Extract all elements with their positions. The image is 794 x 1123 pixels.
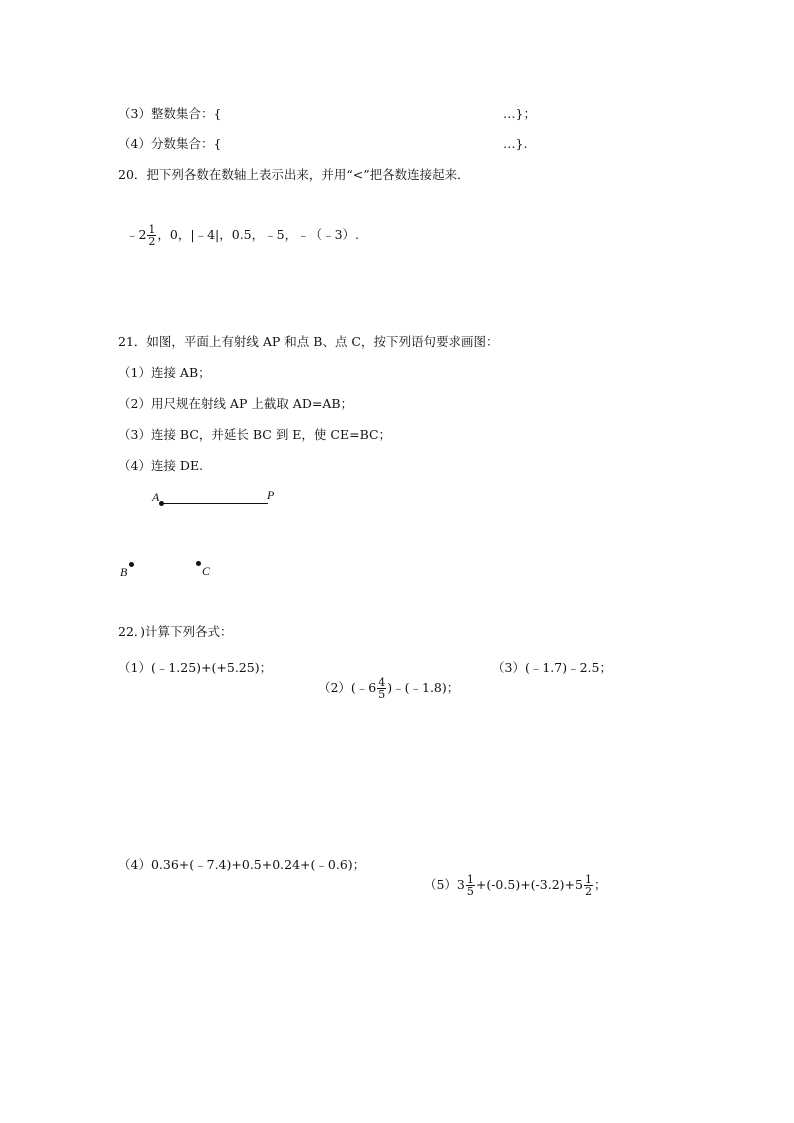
point-b: [129, 562, 134, 567]
label-a: A: [152, 490, 160, 504]
q22-p5-num1: 1: [466, 873, 474, 886]
point-c: [196, 561, 201, 566]
q20-n1-fraction: [147, 224, 156, 247]
q22-p5-mid: +(-0.5)+(-3.2)+5: [475, 877, 583, 892]
q20-n1-den: 2: [148, 235, 156, 248]
label-b: B: [120, 565, 128, 579]
q22-text: 22．)计算下列各式：: [118, 624, 233, 639]
q22-p5-den2: 2: [584, 885, 592, 898]
q20-text: 20．把下列各数在数轴上表示出来，并用“<”把各数连接起来．: [118, 167, 470, 182]
q22-p5-num2: 1: [584, 873, 592, 886]
q22-p2: [310, 652, 459, 700]
q21-step4: （4）连接 DE.: [118, 458, 204, 473]
q19-item4-end: …}.: [503, 136, 528, 151]
q22-p4: （4）0.36+(﹣7.4)+0.5+0.24+(﹣0.6)；: [118, 857, 366, 872]
q19-item3-label: （3）整数集合：{: [118, 106, 222, 121]
q20-n1-num: 1: [148, 223, 156, 236]
q22-p2-pre: （2）(﹣6: [317, 680, 377, 695]
q20-numbers: [118, 199, 359, 247]
label-c: C: [202, 564, 211, 578]
ray-ap: [162, 503, 268, 504]
q22-p5: [416, 849, 606, 897]
q22-p2-fraction: [377, 677, 386, 700]
q22-p2-post: )﹣(﹣1.8)；: [387, 680, 460, 695]
q22-p5-fraction-1: [466, 874, 475, 897]
q19-item4-label: （4）分数集合：{: [118, 136, 222, 151]
q22-p3: （3）(﹣1.7)﹣2.5；: [492, 660, 612, 675]
q22-p5-den1: 5: [466, 885, 474, 898]
q21-step1: （1）连接 AB；: [118, 365, 211, 380]
q22-p2-den: 5: [378, 688, 386, 701]
q21-text: 21．如图，平面上有射线 AP 和点 B、点 C，按下列语句要求画图：: [118, 334, 499, 349]
q20-n1-sign: ﹣2: [125, 227, 147, 242]
q22-p5-post: ；: [593, 877, 607, 892]
q22-p2-num: 4: [378, 676, 386, 689]
q21-step3: （3）连接 BC，并延长 BC 到 E，使 CE=BC；: [118, 427, 392, 442]
q19-item3-end: …}；: [503, 106, 536, 121]
q22-p5-pre: （5）3: [423, 877, 465, 892]
q22-p1: （1）(﹣1.25)+(+5.25)；: [118, 660, 273, 675]
label-p: P: [267, 488, 275, 502]
q21-step2: （2）用尺规在射线 AP 上截取 AD=AB；: [118, 396, 354, 411]
q22-p5-fraction-2: [584, 874, 593, 897]
q20-rest: ，0，|﹣4|，0.5，﹣5，﹣（﹣3）.: [157, 227, 359, 242]
